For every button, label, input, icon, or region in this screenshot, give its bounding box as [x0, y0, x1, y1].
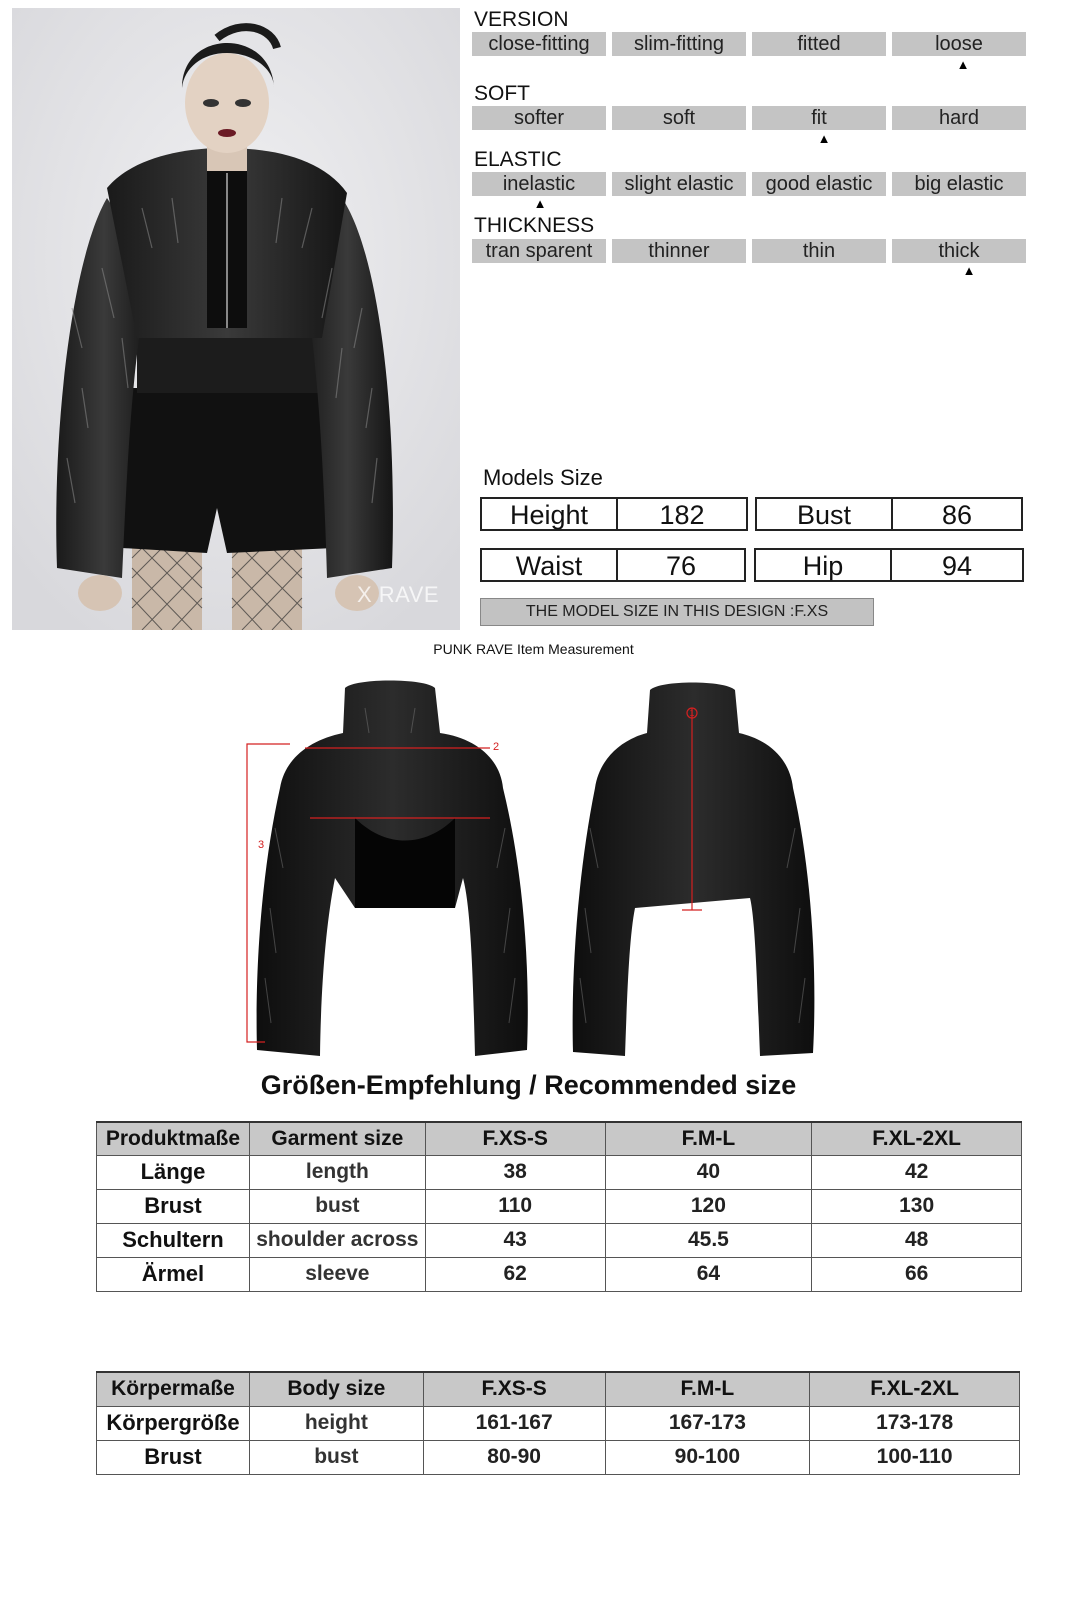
thickness-option: thinner: [612, 239, 746, 263]
table-row: [97, 1257, 1022, 1291]
soft-scale: [472, 106, 1026, 130]
header-cell: F.XL-2XL: [810, 1372, 1020, 1406]
model-height-box: [480, 497, 748, 531]
header-cell: F.XS-S: [423, 1372, 605, 1406]
thickness-option: tran sparent: [472, 239, 606, 263]
version-option: loose: [892, 32, 1026, 56]
thickness-scale: [472, 239, 1026, 263]
hip-value: 94: [941, 551, 973, 581]
table-row: [97, 1155, 1022, 1189]
header-cell: F.M-L: [605, 1122, 812, 1155]
cell-value: 64: [605, 1257, 812, 1291]
height-label: Height: [482, 499, 618, 529]
garment-measurement-diagram: [235, 678, 835, 1063]
cell-german: Körpergröße: [97, 1406, 250, 1440]
cell-german: Brust: [97, 1440, 250, 1474]
soft-option: fit: [752, 106, 886, 130]
garment-size-table: [96, 1121, 1022, 1292]
cell-value: 167-173: [605, 1406, 810, 1440]
label-3: 3: [258, 839, 265, 851]
model-waist-box: [480, 548, 746, 582]
cell-value: 45.5: [605, 1223, 812, 1257]
table-header-row: [97, 1122, 1022, 1155]
cell-value: 110: [425, 1189, 605, 1223]
table-row: [97, 1440, 1020, 1474]
cell-english: height: [249, 1406, 423, 1440]
bust-value: 86: [941, 500, 973, 530]
model-hip-box: [754, 548, 1024, 582]
product-photo: [12, 8, 460, 630]
cell-value: 80-90: [423, 1440, 605, 1474]
cell-value: 120: [605, 1189, 812, 1223]
soft-selected-marker: ▲: [817, 131, 831, 146]
elastic-option: slight elastic: [612, 172, 746, 196]
version-scale: [472, 32, 1026, 56]
header-cell: Garment size: [249, 1122, 425, 1155]
jacket-back-view: [573, 683, 815, 1057]
body-size-table: [96, 1371, 1020, 1475]
soft-option: soft: [612, 106, 746, 130]
cell-value: 161-167: [423, 1406, 605, 1440]
recommended-size-title: Größen-Empfehlung / Recommended size: [260, 1070, 797, 1100]
version-option: fitted: [752, 32, 886, 56]
soft-title: SOFT: [474, 82, 530, 105]
measurement-caption: PUNK RAVE Item Measurement: [433, 641, 634, 657]
cell-value: 62: [425, 1257, 605, 1291]
header-cell: F.XS-S: [425, 1122, 605, 1155]
bust-label: Bust: [757, 499, 893, 529]
version-title: VERSION: [474, 8, 569, 31]
thickness-selected-marker: ▲: [962, 263, 976, 278]
elastic-selected-marker: ▲: [533, 196, 547, 211]
elastic-scale: [472, 172, 1026, 196]
header-cell: F.XL-2XL: [812, 1122, 1022, 1155]
version-option: slim-fitting: [612, 32, 746, 56]
watermark-text: X RAVE: [357, 582, 440, 607]
waist-value: 76: [665, 551, 697, 581]
header-cell: Body size: [249, 1372, 423, 1406]
label-2: 2: [493, 741, 500, 753]
cell-value: 173-178: [810, 1406, 1020, 1440]
label-1: 1: [689, 708, 695, 718]
cell-value: 66: [812, 1257, 1022, 1291]
model-design-size-bar: THE MODEL SIZE IN THIS DESIGN :F.XS: [480, 598, 874, 626]
cell-english: shoulder across: [249, 1223, 425, 1257]
thickness-option: thin: [752, 239, 886, 263]
cell-value: 90-100: [605, 1440, 810, 1474]
cell-english: bust: [249, 1440, 423, 1474]
elastic-option: good elastic: [752, 172, 886, 196]
model-bust-box: [755, 497, 1023, 531]
cell-german: Ärmel: [97, 1257, 250, 1291]
cell-german: Länge: [97, 1155, 250, 1189]
cell-german: Brust: [97, 1189, 250, 1223]
elastic-title: ELASTIC: [474, 148, 562, 171]
cell-value: 48: [812, 1223, 1022, 1257]
jacket-front-view: [257, 681, 528, 1057]
cell-english: sleeve: [249, 1257, 425, 1291]
height-value: 182: [659, 500, 705, 530]
thickness-option: thick: [892, 239, 1026, 263]
waist-label: Waist: [482, 550, 618, 580]
soft-option: hard: [892, 106, 1026, 130]
model-illustration: [12, 8, 460, 630]
elastic-option: inelastic: [472, 172, 606, 196]
table-row: [97, 1189, 1022, 1223]
table-row: [97, 1223, 1022, 1257]
version-option: close-fitting: [472, 32, 606, 56]
header-cell: Körpermaße: [97, 1372, 250, 1406]
hip-label: Hip: [756, 550, 892, 580]
cell-value: 130: [812, 1189, 1022, 1223]
models-size-title: Models Size: [483, 465, 603, 490]
cell-value: 42: [812, 1155, 1022, 1189]
thickness-title: THICKNESS: [474, 214, 595, 237]
cell-german: Schultern: [97, 1223, 250, 1257]
soft-option: softer: [472, 106, 606, 130]
cell-value: 43: [425, 1223, 605, 1257]
header-cell: F.M-L: [605, 1372, 810, 1406]
cell-value: 40: [605, 1155, 812, 1189]
version-selected-marker: ▲: [956, 57, 970, 72]
cell-english: bust: [249, 1189, 425, 1223]
cell-value: 38: [425, 1155, 605, 1189]
table-header-row: [97, 1372, 1020, 1406]
header-cell: Produktmaße: [97, 1122, 250, 1155]
cell-english: length: [249, 1155, 425, 1189]
elastic-option: big elastic: [892, 172, 1026, 196]
table-row: [97, 1406, 1020, 1440]
cell-value: 100-110: [810, 1440, 1020, 1474]
